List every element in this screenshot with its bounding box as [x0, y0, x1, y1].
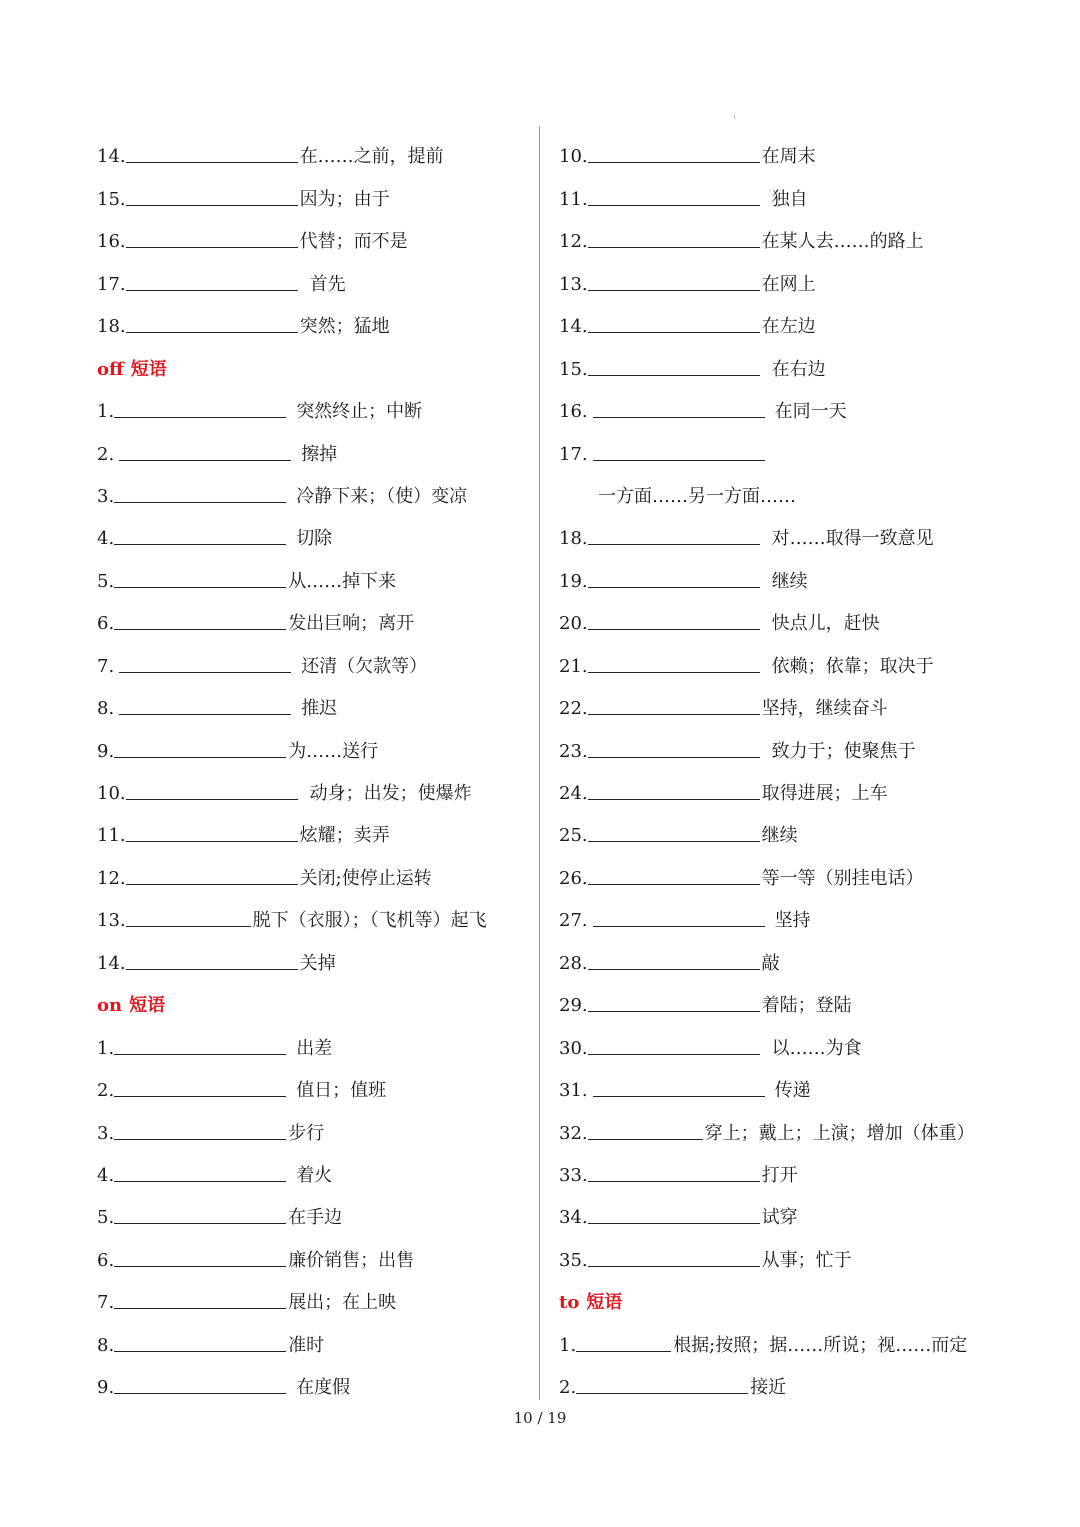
item-number: 27. — [559, 910, 588, 932]
section-heading — [97, 340, 527, 382]
answer-blank[interactable] — [588, 883, 760, 885]
phrase-item — [97, 595, 527, 637]
phrase-item — [97, 425, 527, 467]
item-number: 23. — [559, 740, 588, 762]
item-number: 13. — [559, 273, 588, 295]
item-number: 29. — [559, 995, 588, 1017]
phrase-item — [559, 1316, 999, 1358]
meaning-text: 敲 — [761, 952, 780, 974]
item-number: 22. — [559, 698, 588, 720]
item-number: 8. — [97, 698, 115, 720]
meaning-text: 推迟 — [301, 698, 338, 720]
phrase-item — [559, 1189, 999, 1231]
phrase-item — [97, 1316, 527, 1358]
phrase-item — [559, 552, 999, 594]
phrase-item — [97, 383, 527, 425]
item-number: 8. — [97, 1334, 115, 1356]
answer-blank[interactable] — [114, 756, 286, 758]
meaning-text: 突然终止；中断 — [296, 401, 423, 423]
phrase-item — [97, 1104, 527, 1146]
answer-blank[interactable] — [126, 883, 298, 885]
meaning-text: 以……为食 — [771, 1037, 862, 1059]
phrase-item — [559, 383, 999, 425]
meaning-text: 从事；忙于 — [761, 1249, 852, 1271]
answer-blank[interactable] — [119, 459, 291, 461]
answer-blank[interactable] — [576, 1350, 671, 1352]
phrase-item — [97, 807, 527, 849]
answer-blank[interactable] — [588, 840, 760, 842]
answer-blank[interactable] — [114, 1138, 286, 1140]
answer-blank[interactable] — [588, 798, 760, 800]
meaning-text: 等一等（别挂电话） — [761, 867, 924, 889]
meaning-text: 首先 — [309, 273, 346, 295]
item-number: 35. — [559, 1249, 588, 1271]
item-number: 12. — [97, 867, 126, 889]
meaning-text: 步行 — [288, 1122, 325, 1144]
answer-blank[interactable] — [114, 1222, 286, 1224]
meaning-text: 廉价销售；出售 — [288, 1249, 415, 1271]
meaning-text: 坚持 — [774, 910, 811, 932]
section-heading-label: 短语 — [586, 1292, 623, 1314]
phrase-item — [559, 340, 999, 382]
meaning-text: 穿上；戴上；上演；增加（体重） — [704, 1122, 975, 1144]
item-number: 17. — [97, 273, 126, 295]
phrase-item — [559, 892, 999, 934]
meaning-text: 试穿 — [761, 1207, 798, 1229]
phrase-item — [97, 510, 527, 552]
answer-blank[interactable] — [114, 543, 286, 545]
phrase-item — [559, 298, 999, 340]
phrase-item — [559, 170, 999, 212]
item-number: 11. — [97, 825, 126, 847]
meaning-text: 在左边 — [761, 316, 816, 338]
phrase-item — [97, 765, 527, 807]
meaning-text: 在右边 — [771, 358, 826, 380]
answer-blank[interactable] — [588, 246, 760, 248]
answer-blank[interactable] — [588, 1180, 760, 1182]
item-number: 26. — [559, 867, 588, 889]
phrase-item — [559, 1231, 999, 1273]
phrase-item — [97, 468, 527, 510]
phrase-item — [559, 1019, 999, 1061]
section-heading-word: off — [97, 358, 124, 380]
phrase-item — [97, 255, 527, 297]
phrase-item — [559, 807, 999, 849]
phrase-item — [559, 1062, 999, 1104]
meaning-text: 着陆；登陆 — [761, 995, 852, 1017]
item-number: 12. — [559, 231, 588, 253]
phrase-item — [559, 425, 999, 467]
item-number: 3. — [97, 485, 115, 507]
scan-mark — [734, 115, 735, 119]
meaning-text: 着火 — [296, 1164, 333, 1186]
item-number: 28. — [559, 952, 588, 974]
phrase-item — [97, 213, 527, 255]
meaning-text: 发出巨响；离开 — [288, 613, 415, 635]
item-number: 1. — [97, 401, 115, 423]
answer-blank[interactable] — [126, 968, 298, 970]
meaning-text: 取得进展；上车 — [761, 783, 888, 804]
phrase-item — [559, 1147, 999, 1189]
meaning-text: 继续 — [771, 570, 808, 592]
answer-blank[interactable] — [114, 586, 286, 588]
item-number: 17. — [559, 443, 588, 465]
phrase-item — [97, 1019, 527, 1061]
phrase-item — [559, 255, 999, 297]
answer-blank[interactable] — [593, 416, 765, 418]
answer-blank[interactable] — [588, 161, 760, 163]
answer-blank[interactable] — [126, 331, 298, 333]
item-number: 24. — [559, 783, 588, 804]
meaning-text: 切除 — [296, 528, 333, 550]
meaning-text: 在手边 — [288, 1207, 343, 1229]
answer-blank[interactable] — [114, 1095, 286, 1097]
meaning-text: 为……送行 — [288, 740, 379, 762]
answer-blank[interactable] — [593, 1095, 765, 1097]
phrase-item — [559, 680, 999, 722]
item-number: 13. — [97, 910, 126, 932]
phrase-item — [559, 722, 999, 764]
item-number: 15. — [97, 188, 126, 210]
item-number: 5. — [97, 570, 115, 592]
answer-blank[interactable] — [576, 1392, 748, 1394]
item-number: 18. — [559, 528, 588, 550]
item-number: 9. — [97, 740, 115, 762]
item-number: 2. — [559, 1377, 577, 1399]
item-number: 6. — [97, 1249, 115, 1271]
meaning-text: 一方面……另一方面…… — [598, 485, 796, 507]
meaning-text: 代替；而不是 — [299, 231, 408, 253]
meaning-text: 值日；值班 — [296, 1080, 387, 1102]
item-number: 18. — [97, 316, 126, 338]
meaning-text: 在周末 — [761, 146, 816, 168]
meaning-text: 关掉 — [299, 952, 336, 974]
meaning-text: 在……之前，提前 — [299, 146, 444, 168]
answer-blank[interactable] — [114, 628, 286, 630]
phrase-item — [97, 552, 527, 594]
phrase-item — [97, 1189, 527, 1231]
phrase-item — [97, 680, 527, 722]
meaning-text: 擦掉 — [301, 443, 338, 465]
item-number: 5. — [97, 1207, 115, 1229]
meaning-text: 对……取得一致意见 — [771, 528, 934, 550]
item-number: 21. — [559, 655, 588, 677]
answer-blank[interactable] — [588, 628, 760, 630]
answer-blank[interactable] — [119, 713, 291, 715]
answer-blank[interactable] — [588, 586, 760, 588]
item-number: 7. — [97, 1292, 115, 1314]
item-number: 2. — [97, 1080, 115, 1102]
answer-blank[interactable] — [114, 1392, 286, 1394]
phrase-item — [97, 1062, 527, 1104]
meaning-text: 炫耀；卖弄 — [299, 825, 390, 847]
item-number: 20. — [559, 613, 588, 635]
continuation-line — [559, 468, 999, 510]
item-number: 10. — [559, 146, 588, 168]
answer-blank[interactable] — [593, 925, 765, 927]
phrase-item — [559, 1359, 999, 1401]
item-number: 33. — [559, 1164, 588, 1186]
phrase-item — [559, 128, 999, 170]
meaning-text: 在网上 — [761, 273, 816, 295]
meaning-text: 独自 — [771, 188, 808, 210]
answer-blank[interactable] — [588, 1053, 760, 1055]
meaning-text: 因为；由于 — [299, 188, 390, 210]
item-number: 14. — [97, 952, 126, 974]
answer-blank[interactable] — [119, 671, 291, 673]
meaning-text: 突然；猛地 — [299, 316, 390, 338]
meaning-text: 在度假 — [296, 1377, 351, 1399]
meaning-text: 从……掉下来 — [288, 570, 397, 592]
meaning-text: 致力于；使聚焦于 — [771, 740, 916, 762]
meaning-text: 依赖；依靠；取决于 — [771, 655, 934, 677]
answer-blank[interactable] — [126, 246, 298, 248]
item-number: 25. — [559, 825, 588, 847]
meaning-text: 根据;按照；据……所说；视……而定 — [673, 1334, 968, 1356]
item-number: 31. — [559, 1080, 588, 1102]
item-number: 16. — [97, 231, 126, 253]
answer-blank[interactable] — [126, 840, 298, 842]
item-number: 34. — [559, 1207, 588, 1229]
meaning-text: 传递 — [774, 1080, 811, 1102]
answer-blank[interactable] — [588, 968, 760, 970]
meaning-text: 坚持，继续奋斗 — [761, 698, 888, 720]
right-column — [559, 128, 999, 1401]
answer-blank[interactable] — [588, 204, 760, 206]
answer-blank[interactable] — [126, 289, 298, 291]
answer-blank[interactable] — [114, 501, 286, 503]
column-divider — [539, 126, 540, 1400]
meaning-text: 脱下（衣服）；（飞机等）起飞 — [252, 910, 487, 932]
phrase-item — [559, 213, 999, 255]
item-number: 9. — [97, 1377, 115, 1399]
item-number: 6. — [97, 613, 115, 635]
item-number: 11. — [559, 188, 588, 210]
item-number: 15. — [559, 358, 588, 380]
answer-blank[interactable] — [114, 1180, 286, 1182]
meaning-text: 展出；在上映 — [288, 1292, 397, 1314]
phrase-item — [559, 510, 999, 552]
item-number: 30. — [559, 1037, 588, 1059]
answer-blank[interactable] — [588, 756, 760, 758]
answer-blank[interactable] — [588, 543, 760, 545]
answer-blank[interactable] — [588, 713, 760, 715]
item-number: 19. — [559, 570, 588, 592]
item-number: 14. — [559, 316, 588, 338]
answer-blank[interactable] — [588, 331, 760, 333]
phrase-item — [559, 977, 999, 1019]
answer-blank[interactable] — [126, 161, 298, 163]
meaning-text: 继续 — [761, 825, 798, 847]
answer-blank[interactable] — [588, 289, 760, 291]
answer-blank[interactable] — [588, 1010, 760, 1012]
meaning-text: 准时 — [288, 1334, 325, 1356]
meaning-text: 在某人去……的路上 — [761, 231, 924, 253]
phrase-item — [97, 298, 527, 340]
phrase-item — [97, 1231, 527, 1273]
phrase-item — [97, 1274, 527, 1316]
item-number: 10. — [97, 783, 126, 804]
section-heading-label: 短语 — [130, 358, 167, 380]
phrase-item — [97, 1147, 527, 1189]
section-heading — [97, 977, 527, 1019]
phrase-item — [97, 722, 527, 764]
item-number: 16. — [559, 401, 588, 423]
answer-blank[interactable] — [593, 459, 765, 461]
answer-blank[interactable] — [114, 1307, 286, 1309]
phrase-item — [559, 637, 999, 679]
section-heading-word: on — [97, 995, 123, 1017]
section-heading-label: 短语 — [129, 995, 166, 1017]
phrase-item — [97, 892, 527, 934]
item-number: 32. — [559, 1122, 588, 1144]
item-number: 2. — [97, 443, 115, 465]
phrase-item — [97, 1359, 527, 1401]
meaning-text: 动身；出发；使爆炸 — [309, 783, 472, 804]
meaning-text: 打开 — [761, 1164, 798, 1186]
item-number: 14. — [97, 146, 126, 168]
item-number: 1. — [97, 1037, 115, 1059]
phrase-item — [97, 849, 527, 891]
answer-blank[interactable] — [588, 1138, 703, 1140]
meaning-text: 快点儿，赶快 — [771, 613, 880, 635]
meaning-text: 还清（欠款等） — [301, 655, 428, 677]
answer-blank[interactable] — [114, 1265, 286, 1267]
section-heading — [559, 1274, 999, 1316]
answer-blank[interactable] — [126, 798, 298, 800]
meaning-text: 冷静下来；（使）变凉 — [296, 485, 468, 507]
item-number: 4. — [97, 528, 115, 550]
phrase-item — [97, 128, 527, 170]
item-number: 1. — [559, 1334, 577, 1356]
answer-blank[interactable] — [588, 671, 760, 673]
phrase-item — [559, 765, 999, 807]
answer-blank[interactable] — [114, 416, 286, 418]
phrase-item — [559, 849, 999, 891]
phrase-item — [97, 934, 527, 976]
left-column — [97, 128, 527, 1401]
phrase-item — [559, 934, 999, 976]
answer-blank[interactable] — [588, 374, 760, 376]
item-number: 7. — [97, 655, 115, 677]
phrase-item — [559, 1104, 999, 1146]
answer-blank[interactable] — [126, 204, 298, 206]
answer-blank[interactable] — [588, 1265, 760, 1267]
meaning-text: 关闭;使停止运转 — [299, 867, 432, 889]
phrase-item — [97, 637, 527, 679]
meaning-text: 接近 — [750, 1377, 787, 1399]
phrase-item — [97, 170, 527, 212]
meaning-text: 在同一天 — [774, 401, 847, 423]
meaning-text: 出差 — [296, 1037, 333, 1059]
item-number: 3. — [97, 1122, 115, 1144]
answer-blank[interactable] — [114, 1350, 286, 1352]
answer-blank[interactable] — [126, 925, 251, 927]
answer-blank[interactable] — [114, 1053, 286, 1055]
section-heading-word: to — [559, 1292, 580, 1314]
answer-blank[interactable] — [588, 1222, 760, 1224]
phrase-item — [559, 595, 999, 637]
item-number: 4. — [97, 1164, 115, 1186]
page-number: 10 / 19 — [513, 1409, 567, 1427]
